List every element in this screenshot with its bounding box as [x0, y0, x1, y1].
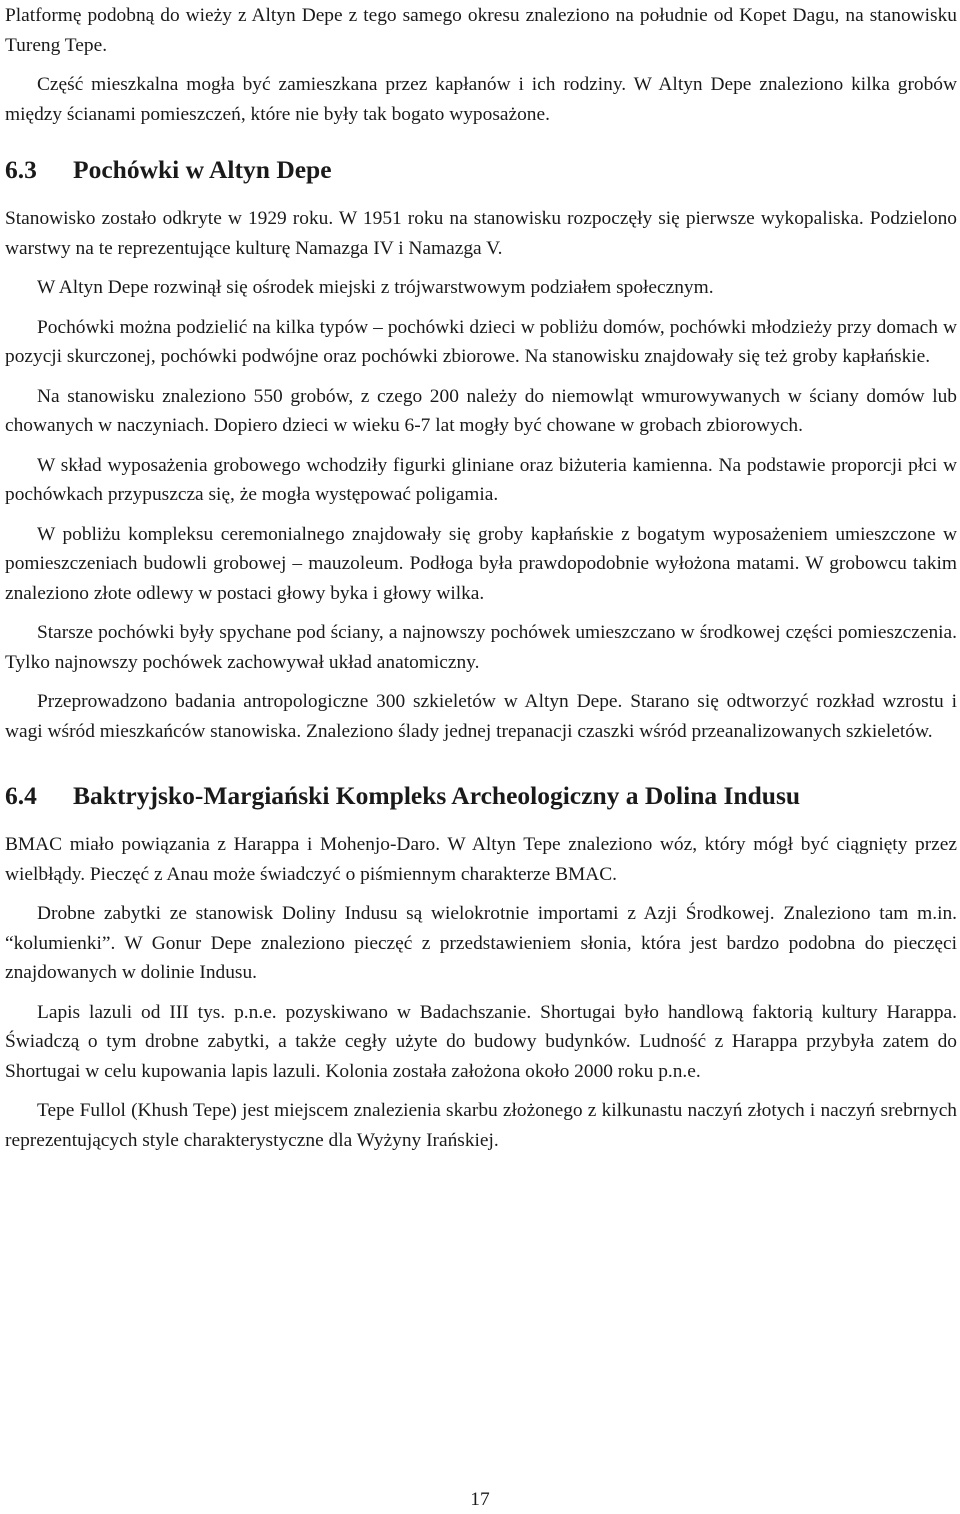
paragraph: Drobne zabytki ze stanowisk Doliny Indusu są wielokrotnie importami z Azji Środkowej. Znaleziono tam m.in. “kolumienki”. W Gonur Depe znaleziono pieczęć z przedstawieniem słonia, która jest bardzo podobna do pieczęci znajdowanych w dolinie Indusu.	[5, 903, 957, 983]
paragraph: Stanowisko zostało odkryte w 1929 roku. W 1951 roku na stanowisku rozpoczęły się pierwsze wykopaliska. Podzielono warstwy na te reprezentujące kulturę Namazga IV i Namazga V.	[5, 208, 957, 259]
paragraph: Pochówki można podzielić na kilka typów – pochówki dzieci w pobliżu domów, pochówki młodzieży przy domach w pozycji skurczonej, pochówki podwójne oraz pochówki zbiorowe. Na stanowisku znajdowały się też groby kapłańskie.	[5, 316, 957, 367]
paragraph: W Altyn Depe rozwinął się ośrodek miejski z trójwarstwowym podziałem społecznym.	[37, 277, 714, 298]
paragraph: Na stanowisku znaleziono 550 grobów, z czego 200 należy do niemowląt wmurowywanych w ściany domów lub chowanych w naczyniach. Dopiero dzieci w wieku 6-7 lat mogły być chowane w grobach zbiorowych.	[5, 385, 957, 436]
paragraph: Tepe Fullol (Khush Tepe) jest miejscem znalezienia skarbu złożonego z kilkunastu naczyń złotych i naczyń srebrnych reprezentujących style charakterystyczne dla Wyżyny Irańskiej.	[5, 1100, 957, 1151]
paragraph: W pobliżu kompleksu ceremonialnego znajdowały się groby kapłańskie z bogatym wyposażeniem umieszczone w pomieszczeniach budowli grobowej – mauzoleum. Podłoga była prawdopodobnie wyłożona matami. W grobowcu takim znaleziono złote odlewy w postaci głowy byka i głowy wilka.	[5, 523, 957, 604]
paragraph: W skład wyposażenia grobowego wchodziły figurki gliniane oraz biżuteria kamienna. Na podstawie proporcji płci w pochówkach przypuszcza się, że mogła występować poligamia.	[5, 454, 957, 505]
paragraph: Platformę podobną do wieży z Altyn Depe z tego samego okresu znaleziono na południe od Kopet Dagu, na stanowisku Tureng Tepe.	[5, 5, 957, 56]
paragraph: BMAC miało powiązania z Harappa i Mohenjo-Daro. W Altyn Tepe znaleziono wóz, który mógł być ciągnięty przez wielbłądy. Pieczęć z Anau może świadczyć o piśmiennym charakterze BMAC.	[5, 834, 957, 885]
section-heading-6-4	[5, 779, 957, 813]
section-title: Pochówki w Altyn Depe	[73, 155, 332, 184]
section-title: Baktryjsko-Margiański Kompleks Archeologiczny a Dolina Indusu	[73, 781, 801, 810]
paragraph: Starsze pochówki były spychane pod ściany, a najnowszy pochówek umieszczano w środkowej części pomieszczenia. Tylko najnowszy pochówek zachowywał układ anatomiczny.	[5, 622, 957, 673]
section-number: 6.3	[5, 155, 37, 184]
page-number: 17	[470, 1489, 490, 1510]
paragraph: Przeprowadzono badania antropologiczne 300 szkieletów w Altyn Depe. Starano się odtworzyć rozkład wzrostu i wagi wśród mieszkańców stanowiska. Znaleziono ślady jednej trepanacji czaszki wśród przeanalizowanych szkieletów.	[5, 691, 957, 742]
section-number: 6.4	[5, 781, 37, 810]
document-page	[5, 0, 957, 1155]
paragraph: Lapis lazuli od III tys. p.n.e. pozyskiwano w Badachszanie. Shortugai było handlową faktorią kultury Harappa. Świadczą o tym drobne zabytki, a także cegły użyte do budowy budynków. Ludność z Harappa przybyła zatem do Shortugai w celu kupowania lapis lazuli. Kolonia została założona około 2000 roku p.n.e.	[5, 1001, 957, 1082]
paragraph: Część mieszkalna mogła być zamieszkana przez kapłanów i ich rodziny. W Altyn Depe znaleziono kilka grobów między ścianami pomieszczeń, które nie były tak bogato wyposażone.	[5, 74, 957, 125]
section-heading-6-3	[5, 153, 957, 187]
